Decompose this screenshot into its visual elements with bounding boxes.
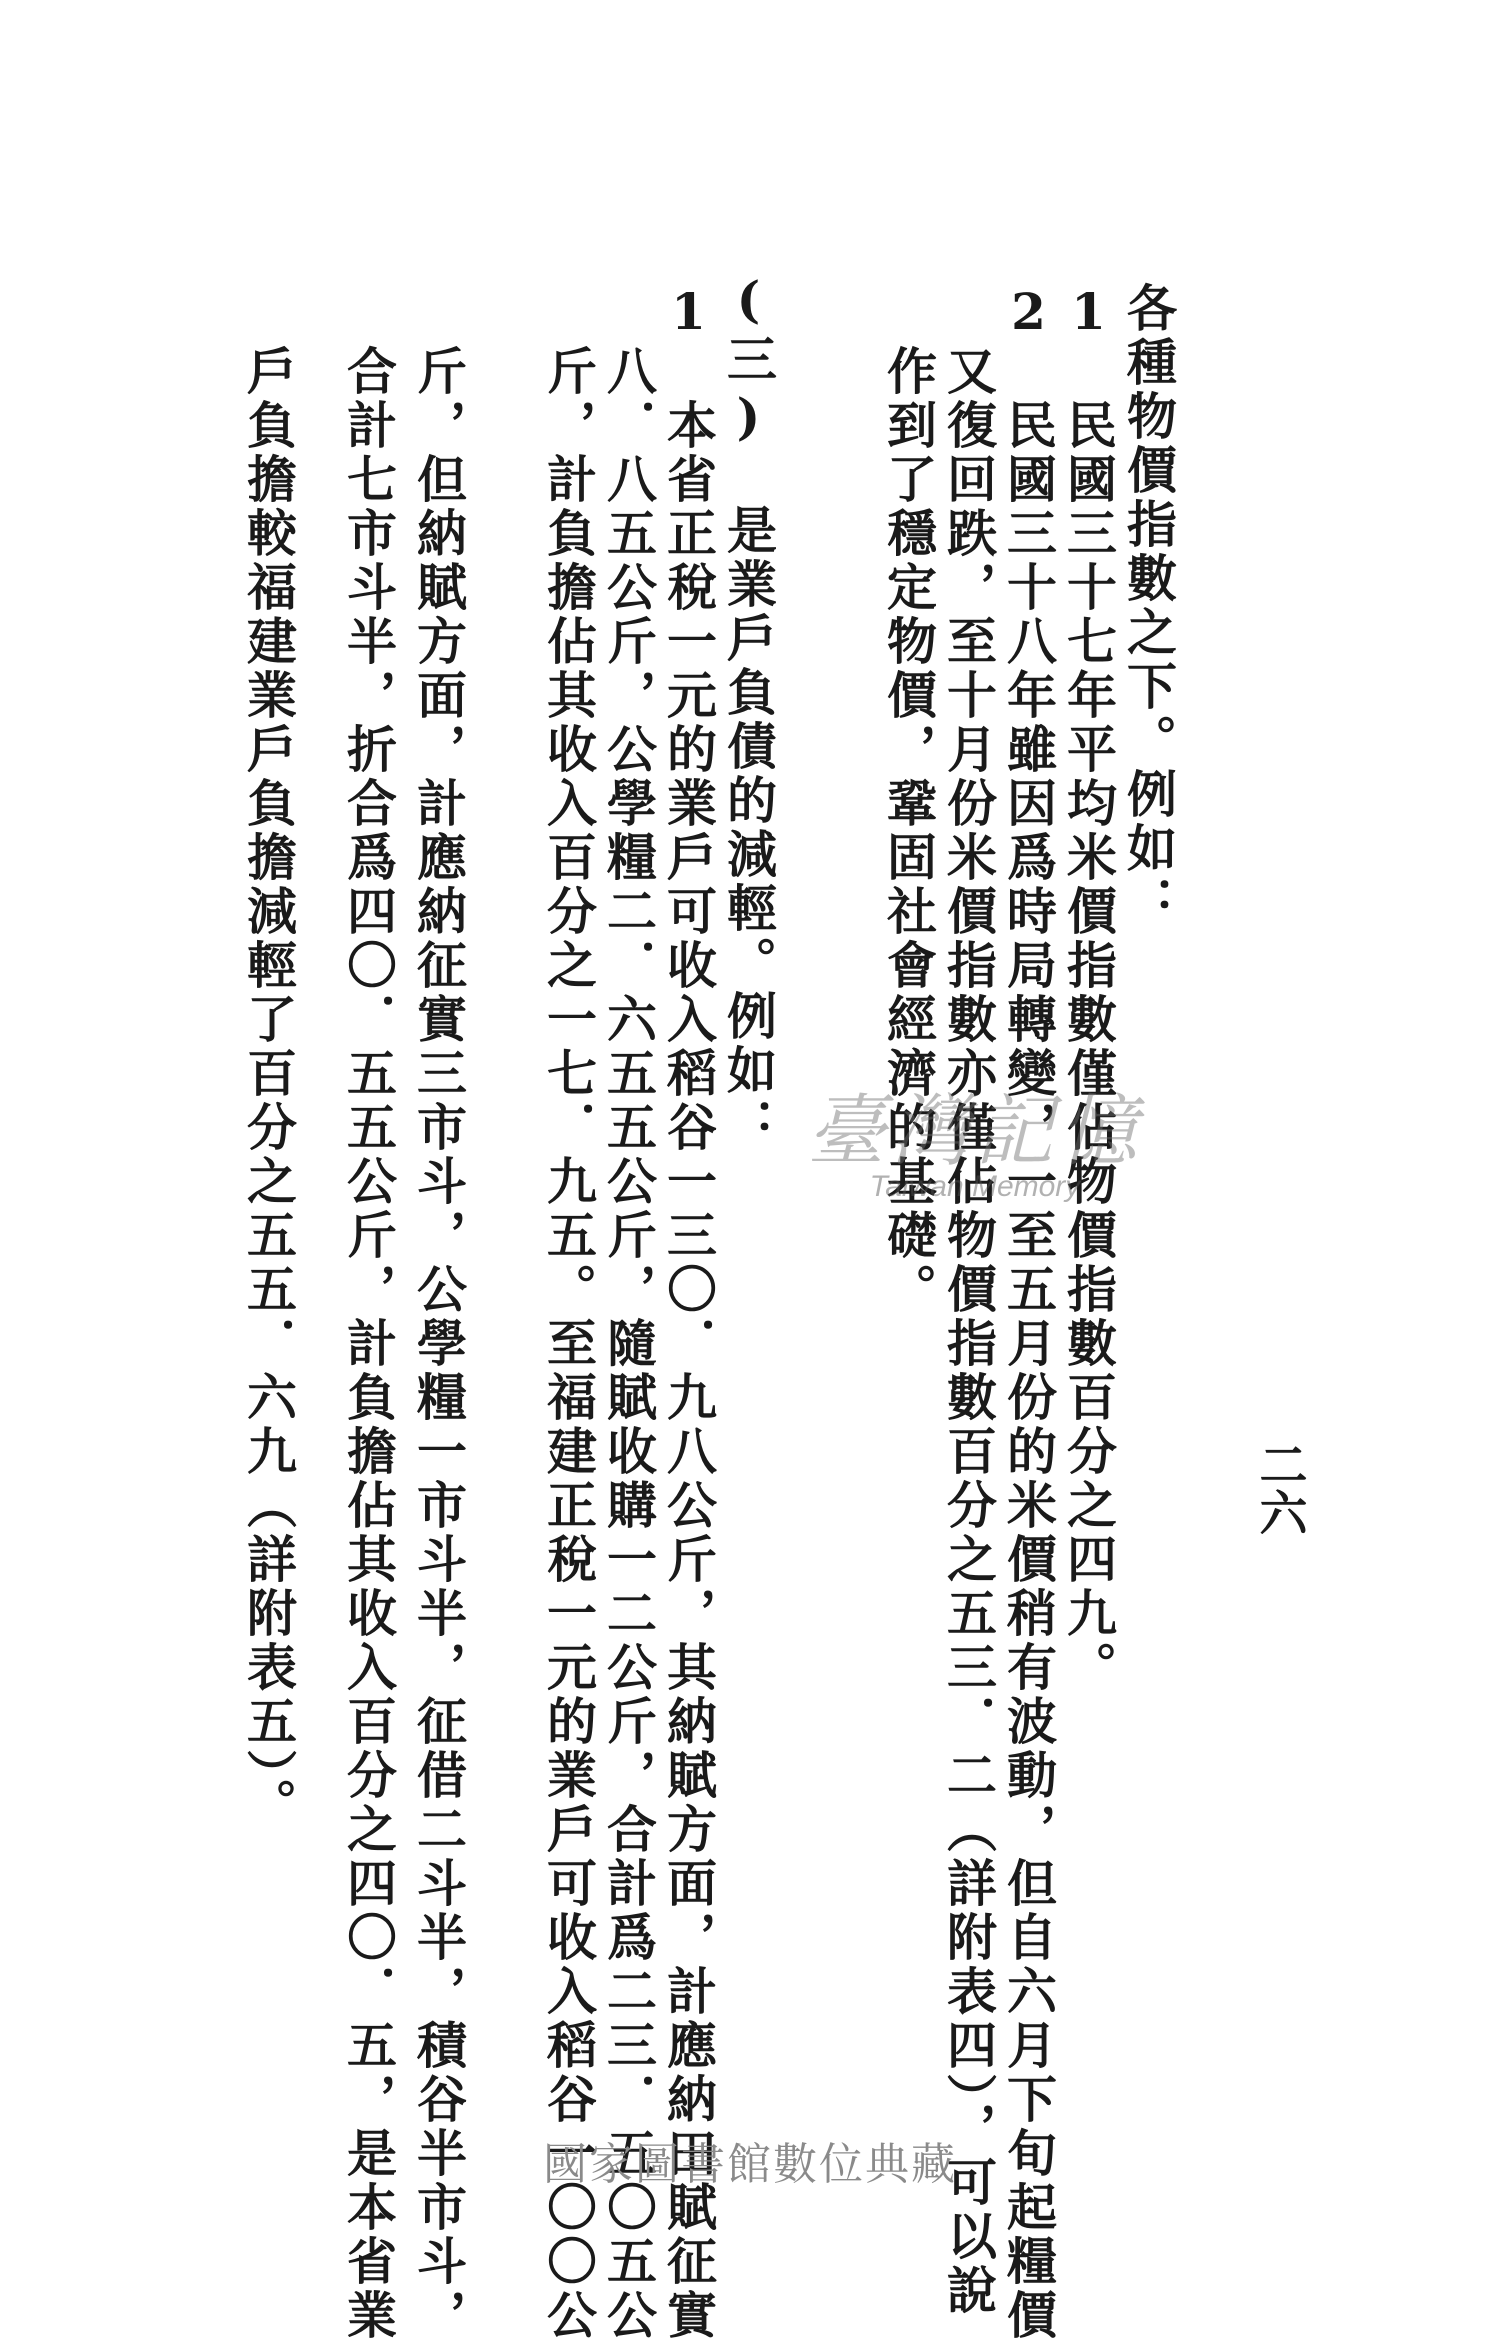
text-column-1: 各種物價指數之下。例如： <box>1119 282 1178 930</box>
text-column-11: 合計七市斗半，折合爲四〇．五五公斤，計負擔佔其收入百分之四〇．五，是本省業 <box>339 345 398 2343</box>
text-column-5: 作到了穩定物價，鞏固社會經濟的基礎。 <box>879 345 938 1317</box>
text-column-2: 1 民國三十七年平均米價指數僅佔物價指數百分之四九。 <box>1059 282 1118 1695</box>
footer-caption: 國家圖書館數位典藏 <box>543 2139 957 2190</box>
text-column-4: 又復回跌，至十月份米價指數亦僅佔物價指數百分之五三．二（詳附表四），可以說 <box>939 345 998 2318</box>
watermark-title: 臺灣記憶 <box>806 1087 1143 1177</box>
watermark-subtitle: Taiwan Memory <box>869 1169 1081 1203</box>
text-column-7: 1 本省正稅一元的業戶可收入稻谷一三〇．九八公斤，其納賦方面，計應納田賦征實 <box>659 282 718 2343</box>
text-column-6: (三) 是業戶負債的減輕。例如： <box>719 270 778 1152</box>
text-column-12: 戶負擔較福建業戶負擔減輕了百分之五五．六九（詳附表五）。 <box>239 345 298 1832</box>
text-column-9: 斤，計負擔佔其收入百分之一七．九五。至福建正稅一元的業戶可收入稻谷一〇〇公 <box>539 345 598 2343</box>
text-column-10: 斤，但納賦方面，計應納征實三市斗，公學糧一市斗半，征借二斗半，積谷半市斗， <box>409 345 468 2343</box>
page-number: 二六 <box>1251 1440 1307 1536</box>
text-column-3: 2 民國三十八年雖因爲時局轉變，一至五月份的米價稍有波動，但自六月下旬起糧價 <box>999 282 1058 2343</box>
watermark <box>740 1087 1210 1204</box>
text-column-8: 八．八五公斤，公學糧二．六五五公斤，隨賦收購一二公斤，合計爲二三．五〇五公 <box>599 345 658 2343</box>
